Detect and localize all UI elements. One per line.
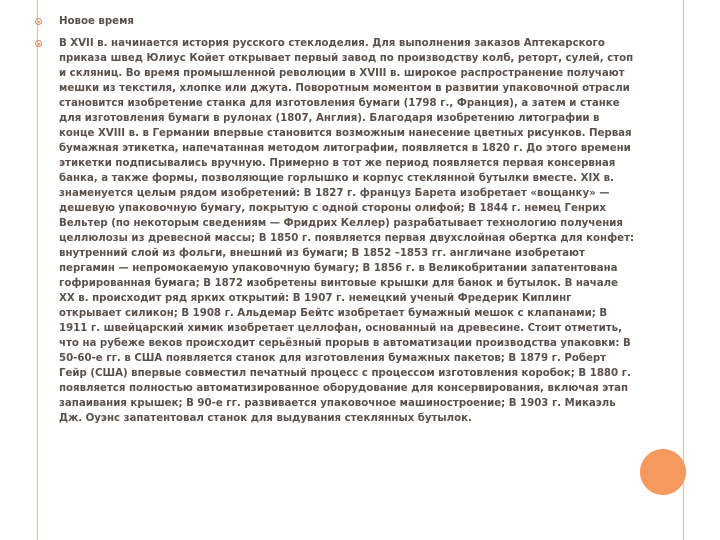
bullet-item-title <box>35 14 635 29</box>
bullet-icon <box>35 40 42 47</box>
bullet-text: Новое время <box>59 16 134 27</box>
bullet-icon <box>35 18 42 25</box>
bullet-item-body <box>35 36 635 426</box>
bullet-text: В XVII в. начинается история русского стеклоделия. Для выполнения заказов Аптекарского приказа швед Юлиус Койет открывает первый завод по производству колб, реторт, сулей, стоп и скляниц. Во время промышленной революции в XVIII в. широкое распространение получают мешки из текстиля, хлопке или джута. Поворотным моментом в развитии упаковочной отрасли становится изобретение станка для изготовления бумаги (1798 г., Франция), а затем и станке для изготовления бумаги в рулонах (1807, Англия). Благодаря изобретению литографии в конце XVIII в. в Германии впервые становится возможным нанесение цветных рисунков. Первая бумажная этикетка, напечатанная методом литографии, появляется в 1820 г. До этого времени этикетки подписывались вручную. Примерно в тот же период появляется первая консервная банка, а также формы, позволяющие горлышко и корпус стеклянной бутылки вместе. XIX в. знаменуется целым рядом изобретений: В 1827 г. француз Барета изобретает «вощанку» — дешевую упаковочную бумагу, покрытую с одной стороны олифой; В 1844 г. немец Генрих Вельтер (по некоторым сведениям — Фридрих Келлер) разрабатывает технологию получения целлюлозы из древесной массы; В 1850 г. появляется первая двухслойная обертка для конфет: внутренний слой из фольги, внешний из бумаги; В 1852 –1853 гг. англичане изобретают пергамин — непромокаемую упаковочную бумагу; В 1856 г. в Великобритании запатентована гофрированная бумага; В 1872 изобретены винтовые крышки для банок и бутылок. В начале XX в. происходит ряд ярких открытий: В 1907 г. немецкий ученый Фредерик Киплинг открывает силикон; В 1908 г. Альдемар Бейтс изобретает бумажный мешок с клапанами; В 1911 г. швейцарский химик изобретает целлофан, основанный на древесине. Стоит отметить, что на рубеже веков происходит серьёзный прорыв в автоматизации производства упаковки: В 50-60-е гг. в США появляется станок для изготовления бумажных пакетов; В 1879 г. Роберт Гейр (США) впервые совместил печатный процесс с процессом изготовления коробок; В 1880 г. появляется полностью автоматизированное оборудование для консервирования, включая этап запаивания крышек; В 90-е гг. развивается упаковочное машиностроение; В 1903 г. Микаэль Дж. Оуэнс запатентовал станок для выдувания стеклянных бутылок. <box>59 38 635 424</box>
right-border-line <box>683 0 684 540</box>
decorative-circle <box>640 449 686 495</box>
slide-body <box>35 14 635 426</box>
